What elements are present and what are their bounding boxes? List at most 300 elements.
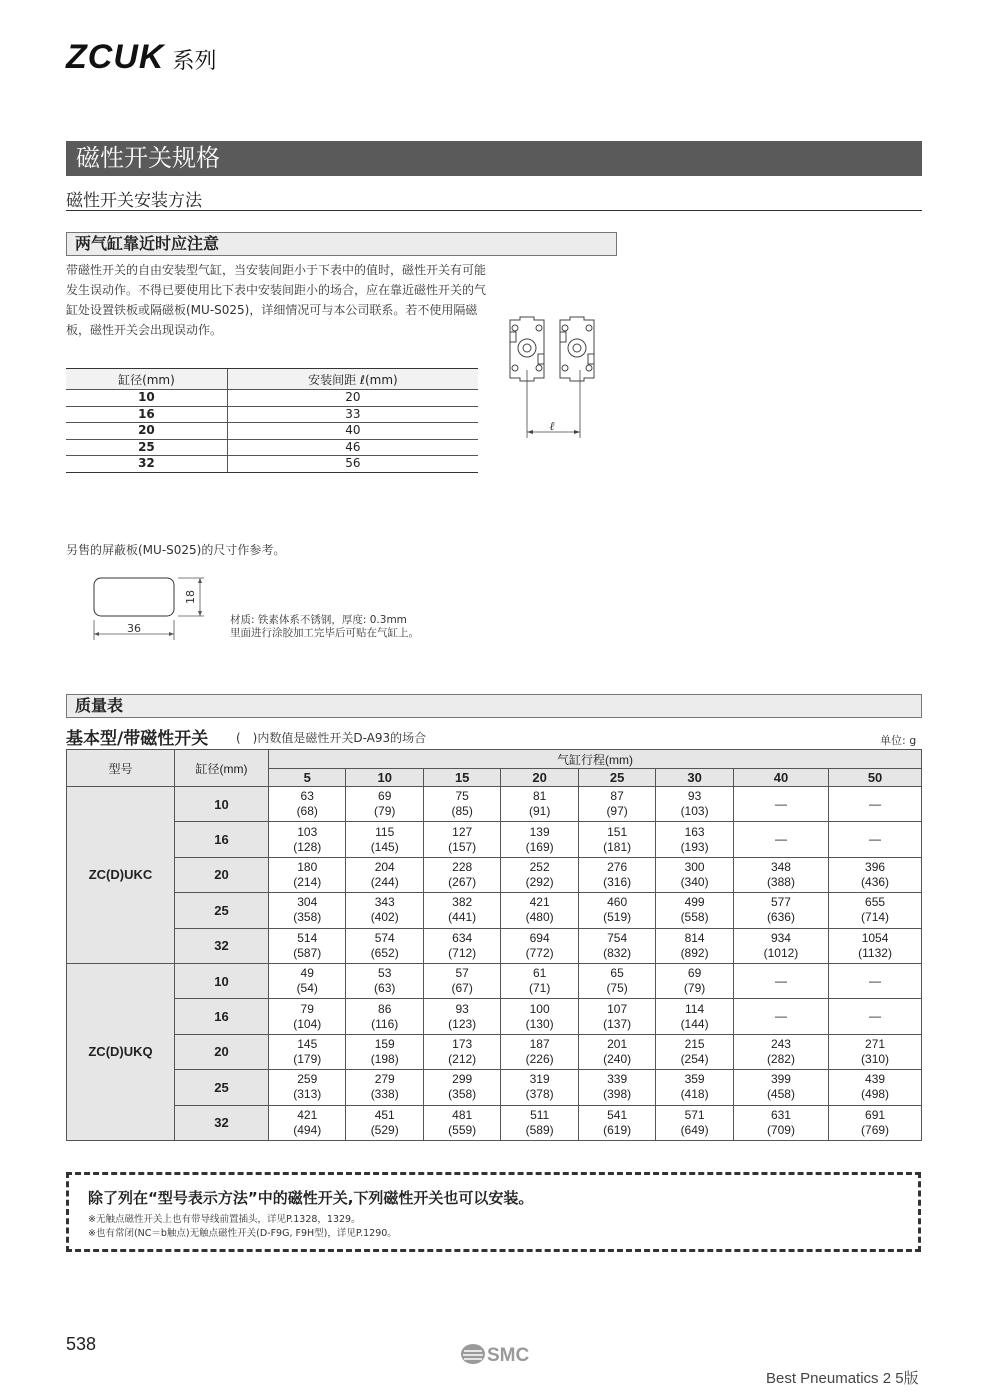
spacing-dimension-symbol: ℓ: [549, 419, 555, 433]
additional-switch-note-2: ※也有常闭(NC＝b触点)无触点磁性开关(D-F9G, F9H型)，详见P.1290。: [88, 1228, 397, 1239]
mass-value: 115: [375, 824, 395, 839]
mass-value-with-switch: (157): [448, 839, 477, 854]
section-title-bar: 磁性开关规格: [66, 141, 922, 176]
mass-value-cell: [733, 928, 828, 963]
mass-value-with-switch: (316): [603, 874, 632, 889]
stroke-header-cell: 10: [346, 769, 423, 787]
mass-value-cell: [501, 787, 578, 822]
stroke-header-cell: 15: [423, 769, 500, 787]
spacing-distance-cell: 46: [227, 439, 478, 456]
mass-value-cell: [656, 1105, 733, 1140]
mass-value: 163: [684, 824, 705, 839]
mass-value-cell: [269, 1105, 346, 1140]
mass-value-with-switch: (1132): [858, 945, 892, 960]
mass-value-with-switch: (709): [766, 1122, 795, 1137]
mass-value: 180: [297, 859, 318, 874]
mass-value-with-switch: (712): [448, 945, 477, 960]
mass-value: 151: [607, 824, 628, 839]
spacing-bore-cell: 25: [66, 439, 227, 456]
mass-value-cell: [829, 928, 922, 963]
bore-cell: 20: [175, 1034, 269, 1069]
mass-value: 279: [374, 1072, 395, 1087]
mass-value: 571: [684, 1107, 705, 1122]
mass-value: 396: [865, 859, 886, 874]
mass-value-with-switch: (123): [448, 1016, 477, 1031]
spacing-bore-cell: 32: [66, 456, 227, 473]
mass-value-cell: [733, 1034, 828, 1069]
mass-value: 75: [455, 789, 469, 804]
mass-value-cell: [501, 893, 578, 928]
mass-value: —: [774, 796, 787, 811]
mass-value: 577: [770, 895, 791, 910]
mass-value-with-switch: (137): [603, 1016, 632, 1031]
mass-value-with-switch: (652): [370, 945, 399, 960]
mass-value-cell: [269, 999, 346, 1034]
mass-value-with-switch: (128): [293, 839, 322, 854]
mass-value: —: [774, 1009, 787, 1024]
mass-value: 61: [532, 966, 547, 981]
mass-value: 243: [770, 1036, 791, 1051]
mass-value-with-switch: (340): [680, 874, 709, 889]
spacing-row: [66, 390, 478, 407]
stroke-header-cell: 30: [656, 769, 733, 787]
mass-value-cell: [656, 1070, 733, 1105]
mass-value: 228: [452, 859, 473, 874]
spacing-bore-cell: 16: [66, 406, 227, 423]
shield-plate-outline: [94, 578, 174, 616]
mass-value-with-switch: (79): [374, 804, 396, 819]
mass-value-cell: [656, 787, 733, 822]
mass-value-cell: [269, 1034, 346, 1069]
mass-value: 259: [297, 1072, 318, 1087]
mass-value-with-switch: (54): [296, 981, 318, 996]
mass-value-with-switch: (832): [603, 945, 632, 960]
model-cell: ZC(D)UKQ: [67, 963, 175, 1140]
mass-value-with-switch: (587): [293, 945, 322, 960]
mass-value: 514: [297, 930, 318, 945]
mass-value-cell: [423, 787, 500, 822]
mass-value-with-switch: (91): [528, 804, 551, 819]
mass-value-cell: [733, 893, 828, 928]
mass-value: 421: [297, 1107, 318, 1122]
mass-value: 252: [529, 859, 550, 874]
unit-label: 单位: g: [880, 734, 917, 747]
stroke-header-cell: 40: [733, 769, 828, 787]
spacing-row: [66, 439, 478, 456]
mass-value-cell: [423, 857, 500, 892]
mass-row: [67, 1105, 922, 1140]
bore-cell: 10: [175, 787, 269, 822]
mass-value-cell: [423, 822, 500, 857]
mass-value: 103: [297, 824, 318, 839]
mass-value: 79: [300, 1001, 314, 1016]
mass-value-cell: [829, 822, 922, 857]
mass-value-with-switch: (71): [528, 981, 551, 996]
bore-cell: 10: [175, 963, 269, 998]
mass-value-with-switch: (240): [603, 1051, 632, 1066]
mass-value-cell: [346, 787, 423, 822]
mass-value: 511: [530, 1107, 550, 1122]
mass-value-cell: [733, 1105, 828, 1140]
mass-value-cell: [656, 963, 733, 998]
mass-value-cell: [656, 999, 733, 1034]
mass-value: —: [869, 832, 882, 847]
mass-value-cell: [269, 822, 346, 857]
mass-value-with-switch: (97): [606, 804, 628, 819]
mass-value-cell: [578, 999, 655, 1034]
mass-value: 934: [770, 930, 791, 945]
mass-value-with-switch: (714): [861, 910, 890, 925]
basic-type-label: 基本型/带磁性开关: [66, 729, 209, 749]
mass-value-cell: [829, 857, 922, 892]
mass-row: [67, 963, 922, 998]
bore-cell: 32: [175, 1105, 269, 1140]
mass-value-cell: [423, 999, 500, 1034]
mass-value-cell: [578, 1070, 655, 1105]
mass-row: [67, 857, 922, 892]
mass-value-with-switch: (292): [525, 874, 554, 889]
mass-value-cell: [423, 893, 500, 928]
mass-value-with-switch: (378): [525, 1087, 554, 1102]
mass-value-cell: [829, 999, 922, 1034]
mass-value-with-switch: (636): [766, 910, 795, 925]
mass-value-with-switch: (418): [680, 1087, 709, 1102]
mass-value: 631: [770, 1107, 791, 1122]
mass-value: —: [869, 796, 882, 811]
mass-value: 201: [607, 1036, 628, 1051]
mass-row: [67, 928, 922, 963]
mass-value-cell: [733, 999, 828, 1034]
mass-value: 81: [532, 789, 547, 804]
model-cell: ZC(D)UKC: [67, 787, 175, 964]
spacing-distance-cell: 56: [227, 456, 478, 473]
mass-value-cell: [829, 1034, 922, 1069]
mass-value-cell: [346, 822, 423, 857]
mass-value-with-switch: (75): [606, 981, 628, 996]
mass-value: 421: [529, 895, 550, 910]
mass-value-cell: [501, 928, 578, 963]
mass-value-with-switch: (358): [448, 1087, 477, 1102]
mass-value-with-switch: (494): [293, 1122, 322, 1137]
mass-value-cell: [733, 857, 828, 892]
mass-value: 541: [607, 1107, 628, 1122]
mass-value-cell: [829, 1070, 922, 1105]
mass-row: [67, 787, 922, 822]
mass-value-cell: [578, 963, 655, 998]
mass-value-cell: [578, 893, 655, 928]
basic-type-note: ( )内数值是磁性开关D-A93的场合: [236, 731, 427, 745]
mass-value-cell: [501, 822, 578, 857]
mass-value: 451: [374, 1107, 395, 1122]
mass-value: 348: [770, 859, 791, 874]
mass-value-cell: [423, 1105, 500, 1140]
mass-value-cell: [423, 928, 500, 963]
mass-value-with-switch: (480): [525, 910, 554, 925]
mass-value-cell: [423, 1070, 500, 1105]
mass-value-with-switch: (358): [293, 910, 322, 925]
spacing-header-distance: 安装间距 ℓ(mm): [227, 369, 478, 390]
mass-value-with-switch: (79): [683, 981, 706, 996]
series-suffix: 系列: [172, 49, 217, 74]
spacing-row: [66, 423, 478, 440]
mass-value-cell: [269, 928, 346, 963]
mass-value-cell: [656, 928, 733, 963]
mass-value-cell: [578, 787, 655, 822]
mass-value-with-switch: (892): [680, 945, 709, 960]
mass-value-cell: [656, 1034, 733, 1069]
additional-switch-note-1: ※无触点磁性开关上也有带导线前置插头，详见P.1328，1329。: [88, 1214, 361, 1225]
mass-value-cell: [578, 1105, 655, 1140]
bore-cell: 32: [175, 928, 269, 963]
mass-table-heading: 质量表: [66, 694, 922, 718]
stroke-header-cell: 5: [269, 769, 346, 787]
mass-value-with-switch: (254): [680, 1051, 709, 1066]
mass-row: [67, 999, 922, 1034]
mass-value-with-switch: (193): [680, 839, 709, 854]
material-line-2: 里面进行涂胶加工完毕后可贴在气缸上。: [230, 627, 419, 639]
mass-value-cell: [346, 1105, 423, 1140]
cylinder-left-rod-circle: [518, 339, 536, 357]
spacing-row: [66, 456, 478, 473]
mass-value-cell: [346, 999, 423, 1034]
bore-cell: 25: [175, 1070, 269, 1105]
notice-paragraph: 带磁性开关的自由安装型气缸，当安装间距小于下表中的值时，磁性开关有可能发生误动作。不得已要使用比下表中安装间距小的场合，应在靠近磁性开关的气缸处设置铁板或隔磁板(MU-S025)，详细情况可与本公司联系。若不使用隔磁板，磁性开关会出现误动作。: [66, 263, 487, 337]
mass-value-cell: [501, 857, 578, 892]
mass-value-cell: [346, 893, 423, 928]
spacing-header-bore: 缸径(mm): [66, 369, 227, 390]
mass-value-with-switch: (441): [448, 910, 477, 925]
mass-value: 114: [685, 1001, 705, 1016]
mass-value-with-switch: (402): [370, 910, 399, 925]
mass-value: 460: [607, 895, 628, 910]
mass-value: 53: [378, 966, 392, 981]
mass-value-cell: [269, 787, 346, 822]
mass-value: 276: [607, 859, 628, 874]
mass-value-cell: [578, 1034, 655, 1069]
mass-value: 300: [684, 859, 705, 874]
mass-value-with-switch: (104): [293, 1016, 322, 1031]
mass-value-cell: [733, 963, 828, 998]
shield-plate-material: [230, 614, 419, 640]
brand-text: SMC: [487, 1345, 530, 1366]
mass-value-cell: [501, 999, 578, 1034]
mass-value-cell: [829, 787, 922, 822]
mass-value: 634: [452, 930, 473, 945]
mass-value: 319: [529, 1072, 550, 1087]
mass-value-cell: [346, 1070, 423, 1105]
mass-value: 93: [687, 789, 702, 804]
mass-value: 93: [455, 1001, 469, 1016]
mass-value-with-switch: (529): [370, 1122, 399, 1137]
mass-value-with-switch: (244): [370, 874, 399, 889]
mass-value: 187: [529, 1036, 550, 1051]
mass-value: 63: [300, 789, 314, 804]
mass-value: 304: [297, 895, 318, 910]
mass-value: 69: [378, 789, 392, 804]
bore-cell: 16: [175, 999, 269, 1034]
cylinder-right-rod-circle: [568, 339, 586, 357]
mass-value: 145: [297, 1036, 318, 1051]
mass-value: 754: [607, 930, 628, 945]
mass-value-with-switch: (226): [525, 1051, 554, 1066]
mass-value: 271: [865, 1036, 886, 1051]
mass-value: 69: [687, 966, 702, 981]
mass-value-with-switch: (388): [766, 874, 795, 889]
mass-value-with-switch: (649): [680, 1122, 709, 1137]
mass-value-with-switch: (267): [448, 874, 477, 889]
series-code: ZCUK: [66, 38, 165, 76]
mass-value-with-switch: (68): [296, 804, 318, 819]
series-title: [66, 38, 216, 77]
mass-value-cell: [733, 1070, 828, 1105]
mass-value-with-switch: (85): [451, 804, 473, 819]
mass-value-cell: [501, 1070, 578, 1105]
mass-value-cell: [346, 857, 423, 892]
mass-value-with-switch: (212): [448, 1051, 477, 1066]
spacing-bore-cell: 10: [66, 390, 227, 407]
mass-value-cell: [829, 963, 922, 998]
mass-value: 127: [452, 824, 473, 839]
subsection-title: 磁性开关安装方法: [66, 186, 922, 211]
bore-cell: 25: [175, 893, 269, 928]
mass-value: —: [869, 1009, 882, 1024]
mass-value: 359: [684, 1072, 705, 1087]
mass-value-with-switch: (338): [370, 1087, 399, 1102]
bore-cell: 20: [175, 857, 269, 892]
mass-value-with-switch: (310): [861, 1051, 890, 1066]
mass-row: [67, 893, 922, 928]
spacing-row: [66, 406, 478, 423]
stroke-header-cell: 50: [829, 769, 922, 787]
mass-value: 574: [374, 930, 395, 945]
mass-value-cell: [733, 787, 828, 822]
mass-value-with-switch: (589): [525, 1122, 554, 1137]
mass-value: 1054: [861, 930, 889, 945]
mass-value-with-switch: (103): [680, 804, 709, 819]
mass-value-with-switch: (519): [603, 910, 632, 925]
mass-value-with-switch: (558): [680, 910, 709, 925]
mass-value: 49: [300, 966, 314, 981]
mass-value: 481: [452, 1107, 473, 1122]
cylinder-spacing-diagram: [500, 312, 612, 444]
spacing-bore-cell: 20: [66, 423, 227, 440]
mass-value-with-switch: (772): [525, 945, 554, 960]
mass-value-cell: [501, 1105, 578, 1140]
mass-value-with-switch: (769): [861, 1122, 890, 1137]
mass-header-stroke: 气缸行程(mm): [269, 750, 922, 769]
mass-value-with-switch: (436): [861, 874, 890, 889]
mass-value-cell: [269, 893, 346, 928]
mass-value-cell: [346, 1034, 423, 1069]
mass-value: 100: [529, 1001, 550, 1016]
spacing-distance-cell: 40: [227, 423, 478, 440]
mass-value: —: [774, 973, 787, 988]
mass-value: 382: [452, 895, 473, 910]
mass-value: 399: [770, 1072, 791, 1087]
mass-value-with-switch: (498): [861, 1087, 890, 1102]
mass-value-with-switch: (619): [603, 1122, 632, 1137]
smc-logo-icon: [460, 1341, 532, 1367]
mass-value-cell: [346, 928, 423, 963]
mass-value-with-switch: (1012): [763, 945, 799, 960]
material-line-1: 材质: 铁素体系不锈钢，厚度: 0.3mm: [230, 614, 407, 626]
mass-value-with-switch: (116): [371, 1016, 399, 1031]
mass-value: 694: [529, 930, 550, 945]
mass-value-with-switch: (179): [293, 1051, 322, 1066]
mass-value-with-switch: (458): [766, 1087, 795, 1102]
mass-table: [66, 749, 922, 1141]
mass-value: 339: [607, 1072, 628, 1087]
mass-value-cell: [501, 1034, 578, 1069]
stroke-header-cell: 20: [501, 769, 578, 787]
mass-value-with-switch: (398): [603, 1087, 632, 1102]
mass-value-cell: [578, 822, 655, 857]
mass-row: [67, 822, 922, 857]
shield-width-label: 36: [127, 622, 141, 635]
mass-value-with-switch: (144): [680, 1016, 709, 1031]
mass-value: —: [774, 832, 787, 847]
mass-header-model: 型号: [67, 750, 175, 787]
mass-value-cell: [346, 963, 423, 998]
mass-value: 57: [455, 966, 469, 981]
mass-value-with-switch: (198): [370, 1051, 399, 1066]
mass-value: 173: [452, 1036, 473, 1051]
mass-value-cell: [269, 1070, 346, 1105]
mass-value-with-switch: (214): [293, 874, 322, 889]
spacing-distance-cell: 20: [227, 390, 478, 407]
mass-value-with-switch: (181): [603, 839, 632, 854]
mass-value-cell: [423, 963, 500, 998]
mass-value: 691: [865, 1107, 886, 1122]
page-number: 538: [66, 1334, 97, 1354]
notice-heading: 两气缸靠近时应注意: [66, 232, 617, 256]
mass-value: 107: [607, 1001, 628, 1016]
mass-value-with-switch: (145): [370, 839, 399, 854]
mass-value-cell: [578, 857, 655, 892]
stroke-header-cell: 25: [578, 769, 655, 787]
shield-plate-drawing: [88, 570, 210, 642]
mass-value-with-switch: (313): [293, 1087, 322, 1102]
mass-value-with-switch: (559): [448, 1122, 477, 1137]
mass-value-cell: [829, 893, 922, 928]
mass-value-cell: [656, 822, 733, 857]
mass-value-cell: [269, 857, 346, 892]
spacing-table: [66, 368, 478, 473]
mass-value: 499: [684, 895, 705, 910]
mass-value-cell: [423, 1034, 500, 1069]
mass-value: 439: [865, 1072, 886, 1087]
mass-value-with-switch: (63): [374, 981, 396, 996]
mass-row: [67, 1070, 922, 1105]
mass-value: 343: [374, 895, 395, 910]
mass-value: 139: [529, 824, 550, 839]
mass-value-cell: [269, 963, 346, 998]
mass-value: 159: [374, 1036, 395, 1051]
mass-value: 65: [610, 966, 624, 981]
mass-value-with-switch: (169): [525, 839, 554, 854]
spacing-distance-cell: 33: [227, 406, 478, 423]
mass-value-cell: [656, 893, 733, 928]
mass-value-cell: [656, 857, 733, 892]
mass-value: —: [869, 973, 882, 988]
shield-height-label: 18: [184, 590, 197, 604]
mass-value: 215: [684, 1036, 705, 1051]
mass-value-cell: [733, 822, 828, 857]
bore-cell: 16: [175, 822, 269, 857]
mass-value: 86: [378, 1001, 392, 1016]
additional-switch-main: 除了列在“型号表示方法”中的磁性开关,下列磁性开关也可以安装。: [88, 1189, 534, 1207]
mass-value: 299: [452, 1072, 473, 1087]
